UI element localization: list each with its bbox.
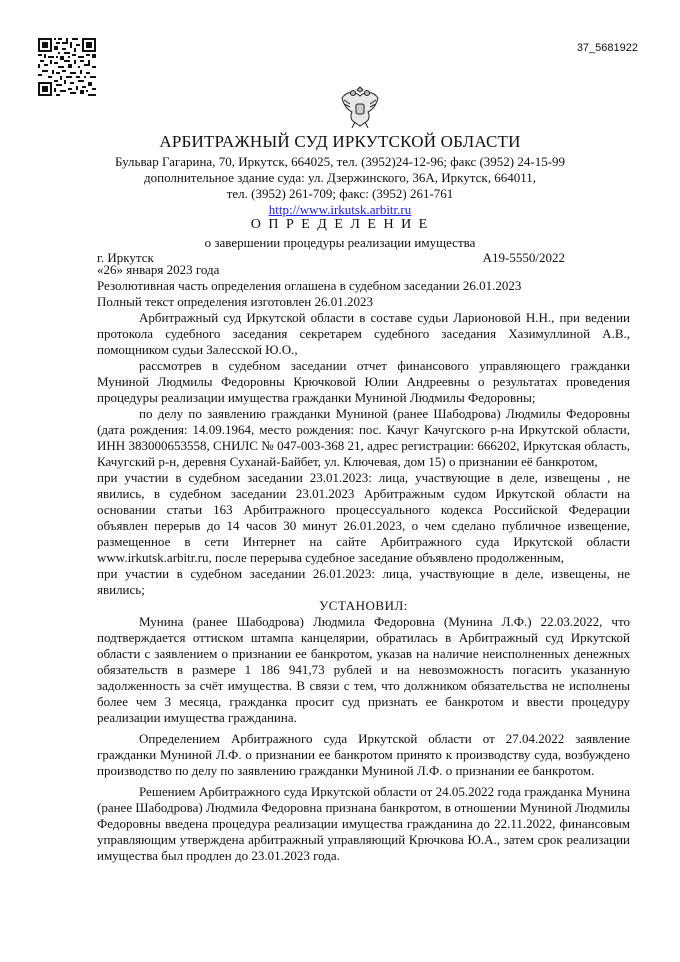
court-website-link[interactable]: http://www.irkutsk.arbitr.ru — [268, 202, 412, 217]
paragraph-hearing-23: при участии в судебном заседании 23.01.2023: лица, участвующие в деле, извещены , не явились, в судебном заседании 23.01.2023 Арбитражным судом Иркутской области на основании статьи 163 Арбитражного процессуального кодекса Российской Федерации объявлен перерыв до 14 часов 30 минут 26.01.2023, о чем сделано публичное извещение, размещенное в сети Интернет на сайте Арбитражного суда Иркутской области www.irkutsk.arbitr.ru, после перерыва судебное заседание объявлено продолженным, — [97, 470, 630, 565]
paragraph-considered-report: рассмотрев в судебном заседании отчет финансового управляющего гражданки Муниной Людмилы Федоровны Крючковой Юлии Андреевны о результатах проведения процедуры реализации имущества гражданки Муниной Людмилы Федоровны; — [97, 358, 630, 405]
document-title: О П Р Е Д Е Л Е Н И Е — [250, 217, 430, 232]
paragraph-full-text-date: Полный текст определения изготовлен 26.01.2023 — [97, 294, 373, 309]
court-address-line-2: дополнительное здание суда: ул. Дзержинского, 36А, Иркутск, 664011, — [144, 170, 536, 185]
paragraph-application-accepted: Определением Арбитражного суда Иркутской области от 27.04.2022 заявление гражданки Муниной Л.Ф. о признании ее банкротом принято к производству суда, возбуждено производство по делу по заявлению гражданки Муниной Л.Ф. о признании ее банкротом. — [97, 731, 630, 778]
established-heading: УСТАНОВИЛ: — [319, 598, 408, 613]
document-subtitle: о завершении процедуры реализации имущества — [204, 235, 476, 250]
court-website-row — [0, 201, 680, 218]
decision-date: «26» января 2023 года — [97, 262, 220, 277]
city: г. Иркутск — [97, 250, 154, 265]
paragraph-case-application: по делу по заявлению гражданки Муниной (ранее Шабодрова) Людмилы Федоровны (дата рождения: 14.09.1964, место рождения: пос. Качуг Качугского р-на Иркутской области, ИНН 383000653558, СНИЛС № 047-003-368 21, адрес регистрации: 666202, Иркутская область, Качугский р-н, деревня Суханай-Байбет, ул. Ключевая, дом 15) о признании её банкротом, — [97, 406, 630, 469]
case-number: А19-5550/2022 — [482, 250, 565, 265]
document-id: 37_5681922 — [576, 42, 638, 54]
court-address-line-3: тел. (3952) 261-709; факс: (3952) 261-761 — [226, 186, 454, 201]
paragraph-bankruptcy-decision: Решением Арбитражного суда Иркутской области от 24.05.2022 года гражданка Мунина (ранее Шабодрова) Людмила Федоровна признана банкротом, в отношении Муниной Людмилы Федоровны введена процедура реализации имущества гражданина до 22.11.2022, финансовым управляющим утверждена арбитражный управляющий Крючкова Ю.А., затем срок реализации имущества был продлен до 23.01.2023 года. — [97, 784, 630, 863]
coat-of-arms-icon — [338, 86, 382, 130]
qr-code — [38, 38, 96, 96]
paragraph-hearing-26: при участии в судебном заседании 26.01.2023: лица, участвующие в деле, извещены, не явились; — [97, 566, 630, 597]
paragraph-court-composition: Арбитражный суд Иркутской области в составе судьи Ларионовой Н.Н., при ведении протокола судебного заседания секретарем судебного заседания Хазимуллиной А.В., помощником судьи Залесской Ю.О., — [97, 310, 630, 357]
court-name: АРБИТРАЖНЫЙ СУД ИРКУТСКОЙ ОБЛАСТИ — [159, 132, 521, 151]
paragraph-operative-part: Резолютивная часть определения оглашена в судебном заседании 26.01.2023 — [97, 278, 522, 293]
document-body — [97, 262, 630, 864]
court-address-line-1: Бульвар Гагарина, 70, Иркутск, 664025, тел. (3952)24-12-96; факс (3952) 24-15-99 — [114, 154, 566, 169]
paragraph-application-filed: Мунина (ранее Шабодрова) Людмила Федоровна (Мунина Л.Ф.) 22.03.2022, что подтверждается оттиском штампа канцелярии, обратилась в Арбитражный суд Иркутской области с заявлением о признании ее банкротом, указав на наличие неисполненных денежных обязательств в размере 1 186 941,73 рублей и на невозможность погасить указанную задолженность за счёт имущества. В связи с тем, что должником обязательства не исполнены более чем 3 месяца, гражданка просит суд признать ее банкротом и ввести процедуру реализации имущества гражданина. — [97, 614, 630, 725]
